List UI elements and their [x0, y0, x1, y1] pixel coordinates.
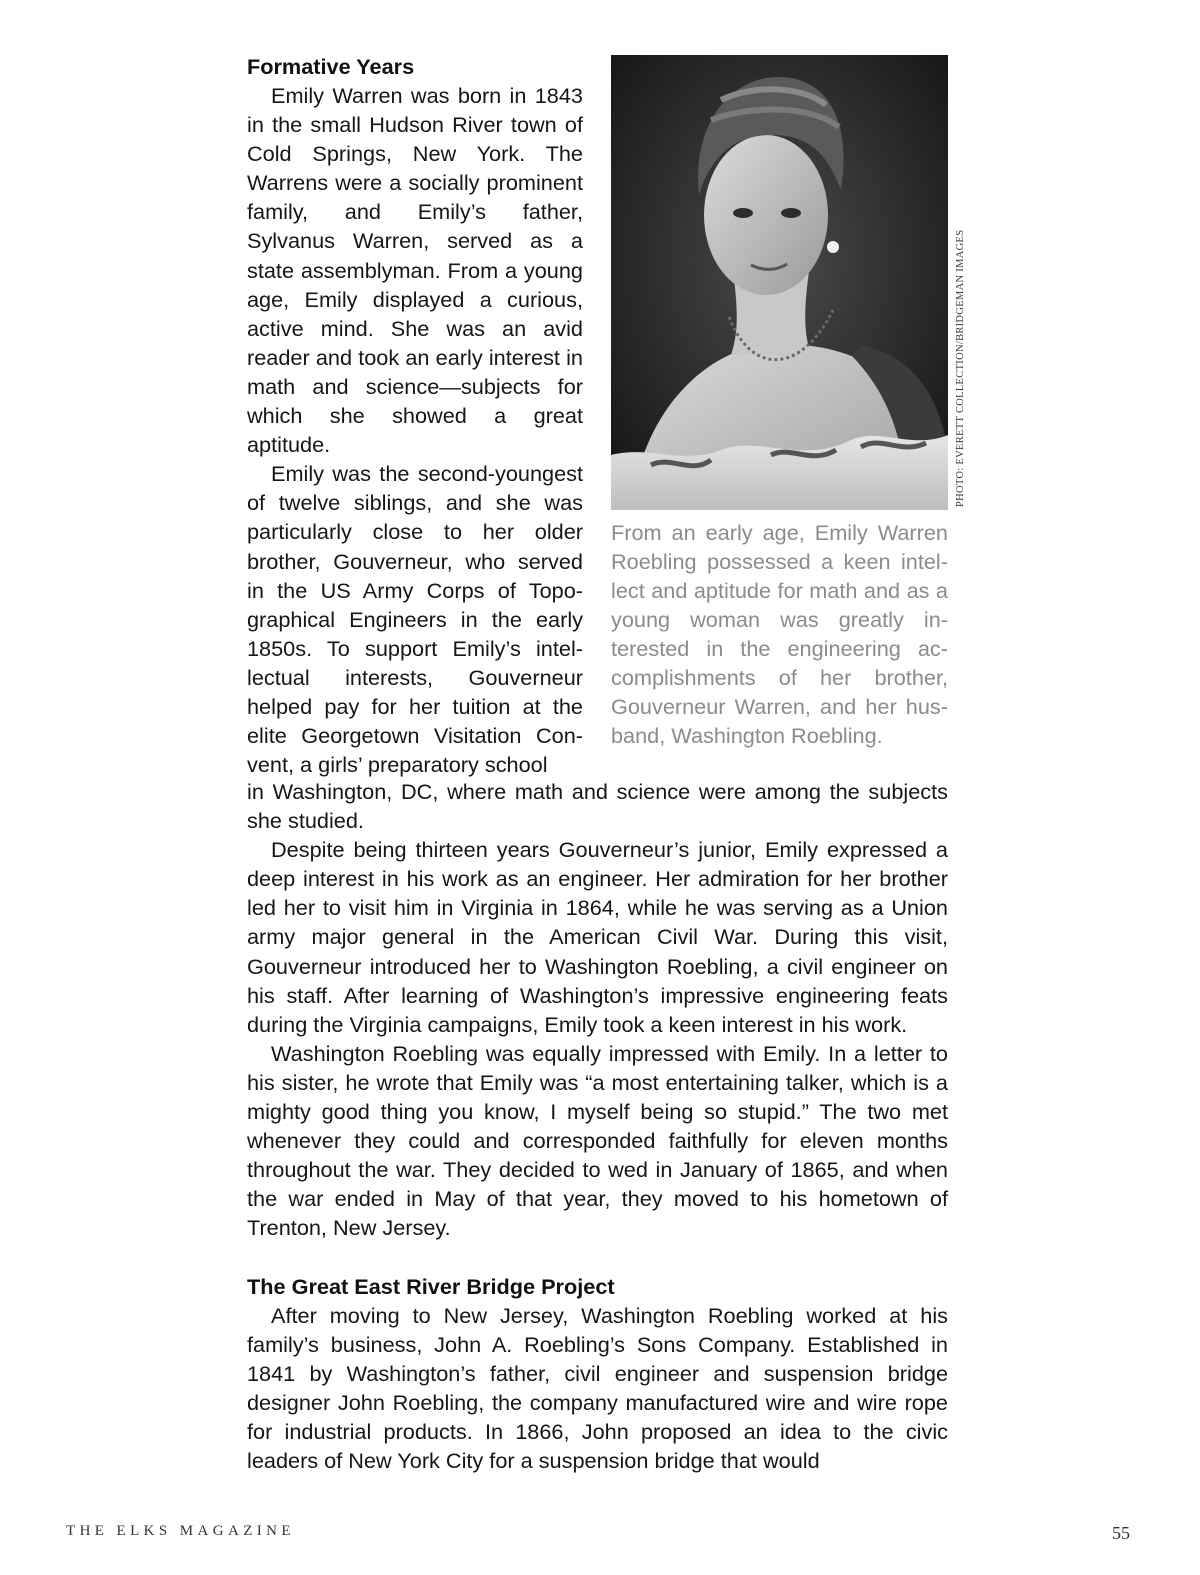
upper-text-column — [247, 52, 583, 779]
photo-credit: PHOTO: EVERETT COLLECTION/BRIDGEMAN IMAGES — [955, 229, 966, 507]
paragraph-siblings: Emily was the second-youngest of twelve siblings, and she was particularly close to her older brother, Gouverneur, who served in the US Army Corps of Topographical Engineers in the early 1850s. To support Emily’s intellectual interests, Gouverneur helped pay for her tuition at the elite Georgetown Visitation Convent, a girls’ preparatory school — [247, 461, 583, 778]
portrait-illustration — [611, 55, 948, 510]
paragraph-roebling-company: After moving to New Jersey, Washington Roebling worked at his family’s business, John A. Roebling’s Sons Company. Established in 1841 by Washington’s father, civil engineer and suspension bridge designer John Roebling, the company manufactured wire and wire rope for industrial products. In 1866, John proposed an idea to the civic leaders of New York City for a suspension bridge that would — [247, 1302, 948, 1473]
footer-magazine-name: THE ELKS MAGAZINE — [66, 1523, 295, 1539]
footer-page-number: 55 — [1112, 1523, 1130, 1543]
lower-text-column — [247, 777, 948, 1475]
portrait-photo — [611, 55, 948, 510]
section-heading-bridge-project: The Great East River Bridge Project — [247, 1273, 615, 1299]
section-spacer — [247, 1243, 948, 1272]
photo-caption: From an early age, Emily Warren Roebling possessed a keen intellect and aptitude for math and as a young woman was greatly interested in the engineering accomplishments of her brother, Gouverneur Warren, and her husband, Washington Roebling. — [611, 520, 948, 748]
paragraph-birth: Emily Warren was born in 1843 in the small Hudson River town of Cold Springs, New York. The Warrens were a socially prominent family, and Emily’s father, Sylvanus Warren, served as a state assemblyman. From a young age, Emily displayed a curious, active mind. She was an avid reader and took an early interest in math and science—subjects for which she showed a great aptitude. — [247, 83, 583, 458]
section-heading-formative-years: Formative Years — [247, 54, 415, 79]
paragraph-letter: Washington Roebling was equally impressed with Emily. In a letter to his sister, he wrote that Emily was “a most entertaining talker, which is a mighty good thing you know, I myself being so stupid.” The two met whenever they could and corresponded faithfully for eleven months throughout the war. They decided to wed in January of 1865, and when the war ended in May of that year, they moved to his hometown of Trenton, New Jersey. — [247, 1040, 948, 1241]
paragraph-siblings-continued: in Washington, DC, where math and science were among the subjects she studied. — [247, 779, 948, 834]
paragraph-admiration: Despite being thirteen years Gouverneur’s junior, Emily expressed a deep interest in his work as an engineer. Her admiration for her brother led her to visit him in Virginia in 1864, while he was serving as a Union army major general in the American Civil War. During this visit, Gouverneur introduced her to Washington Roebling, a civil engineer on his staff. After learning of Washington’s impressive engineering feats during the Virginia campaigns, Emily took a keen interest in his work. — [247, 837, 948, 1037]
